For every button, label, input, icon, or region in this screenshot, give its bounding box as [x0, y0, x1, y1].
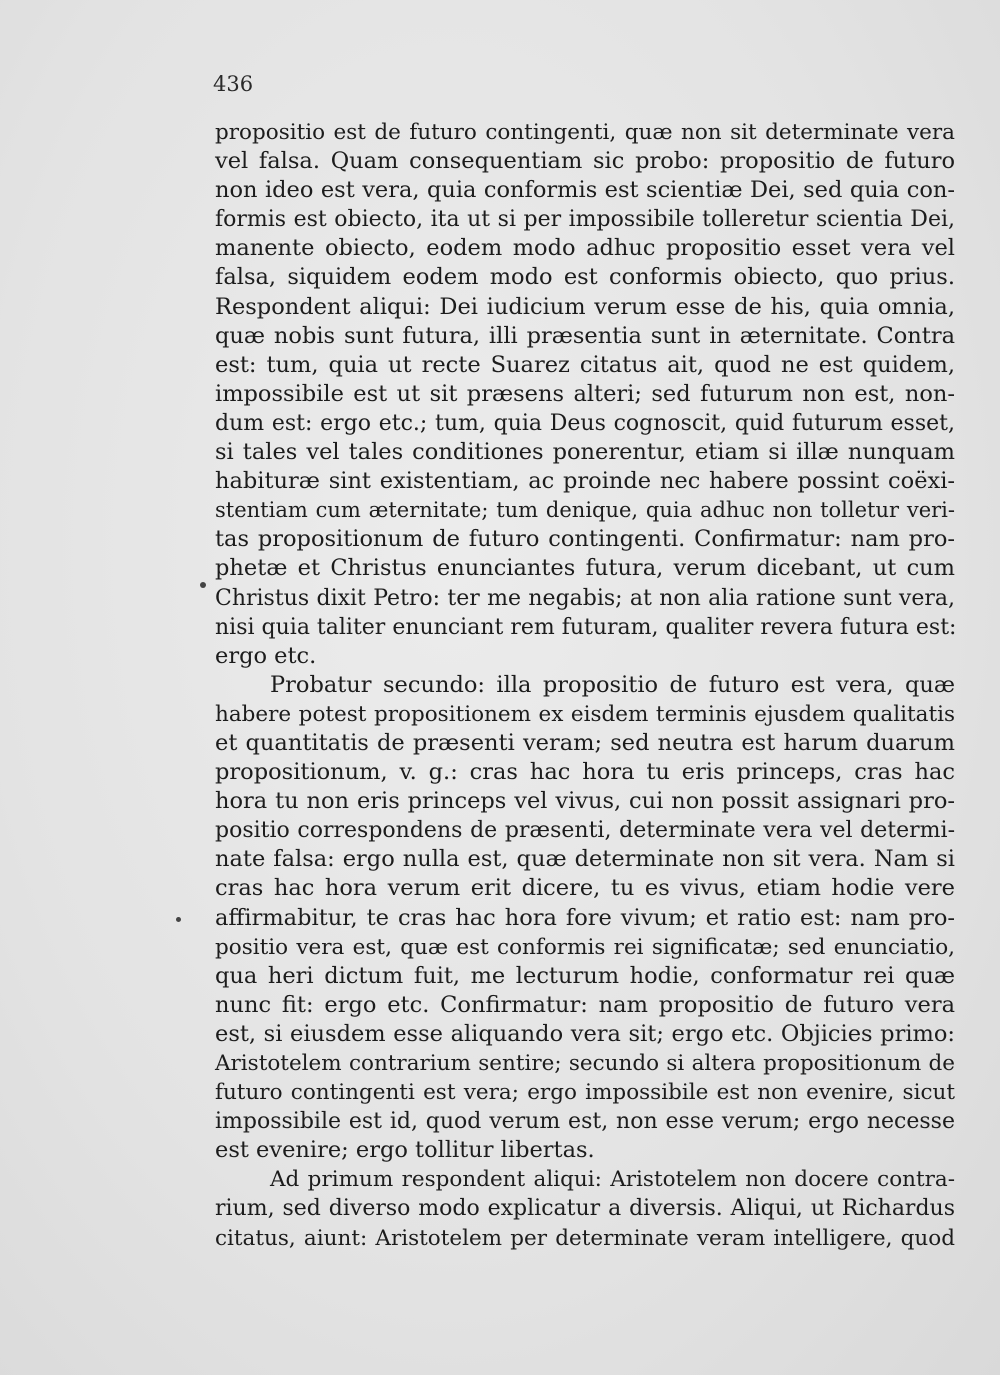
text-line: hora tu non eris princeps vel vivus, cui non possit assignari pro- [215, 788, 955, 815]
text-line: futuro contingenti est vera; ergo impossibile est non evenire, sicut [215, 1080, 955, 1106]
text-line: impossibile est ut sit præsens alteri; sed futurum non est, non- [215, 380, 955, 407]
text-line: nisi quia taliter enunciant rem futuram, qualiter revera futura est: [215, 614, 957, 640]
text-line: tas propositionum de futuro contingenti. Confirmatur: nam pro- [215, 526, 955, 553]
text-line: affirmabitur, te cras hac hora fore vivum; et ratio est: nam pro- [215, 904, 955, 931]
text-line: habere potest propositionem ex eisdem terminis ejusdem qualitatis [215, 701, 955, 727]
text-line: vel falsa. Quam consequentiam sic probo: propositio de futuro [215, 148, 955, 175]
text-line: formis est obiecto, ita ut si per impossibile tolleretur scientia Dei, [215, 207, 955, 233]
text-line: est evenire; ergo tollitur libertas. [215, 1137, 595, 1164]
text-line: est, si eiusdem esse aliquando vera sit; ergo etc. Objicies primo: [215, 1020, 955, 1047]
text-line: habituræ sint existentiam, ac proinde nec habere possint coëxi- [215, 468, 955, 495]
page-number: 436 [213, 72, 254, 96]
text-line: nate falsa: ergo nulla est, quæ determinate non sit vera. Nam si [215, 846, 955, 873]
text-line: propositionum, v. g.: cras hac hora tu eris princeps, cras hac [215, 759, 955, 786]
text-line: citatus, aiunt: Aristotelem per determinate veram intelligere, quod [215, 1225, 955, 1251]
text-line: falsa, siquidem eodem modo est conformis obiecto, quo prius. [215, 264, 955, 291]
text-line: stentiam cum æternitate; tum denique, quia adhuc non tolletur veri- [215, 498, 955, 523]
text-line: positio correspondens de præsenti, determinate vera vel determi- [215, 818, 955, 844]
body-text [215, 118, 955, 1253]
text-line: manente obiecto, eodem modo adhuc propositio esset vera vel [215, 235, 955, 262]
text-line: nunc fit: ergo etc. Confirmatur: nam propositio de futuro vera [215, 991, 955, 1018]
text-line: est: tum, quia ut recte Suarez citatus ait, quod ne est quidem, [215, 351, 955, 378]
text-line: Probatur secundo: illa propositio de futuro est vera, quæ [270, 671, 955, 698]
text-line: quæ nobis sunt futura, illi præsentia sunt in æternitate. Contra [215, 322, 955, 349]
text-line: et quantitatis de præsenti veram; sed neutra est harum duarum [215, 729, 955, 756]
text-line: Respondent aliqui: Dei iudicium verum esse de his, quia omnia, [215, 293, 955, 320]
text-line: non ideo est vera, quia conformis est scientiæ Dei, sed quia con- [215, 177, 955, 204]
text-line: Ad primum respondent aliqui: Aristotelem non docere contra- [270, 1167, 955, 1193]
text-line: dum est: ergo etc.; tum, quia Deus cognoscit, quid futurum esset, [215, 410, 955, 436]
text-line: si tales vel tales conditiones ponerentur, etiam si illæ nunquam [215, 439, 955, 466]
text-line: cras hac hora verum erit dicere, tu es vivus, etiam hodie vere [215, 875, 955, 902]
text-line: Aristotelem contrarium sentire; secundo si altera propositionum de [215, 1051, 955, 1076]
text-line: impossibile est id, quod verum est, non esse verum; ergo necesse [215, 1109, 955, 1135]
text-line: rium, sed diverso modo explicatur a diversis. Aliqui, ut Richardus [215, 1196, 955, 1222]
text-line: positio vera est, quæ est conformis rei significatæ; sed enunciatio, [215, 934, 955, 960]
text-line: phetæ et Christus enunciantes futura, verum dicebant, ut cum [215, 555, 955, 582]
margin-dot-mark [200, 582, 206, 588]
text-line: Christus dixit Petro: ter me negabis; at non alia ratione sunt vera, [215, 585, 955, 611]
text-line: qua heri dictum fuit, me lecturum hodie, conformatur rei quæ [215, 962, 955, 989]
margin-dot-mark [176, 917, 181, 922]
text-line: propositio est de futuro contingenti, quæ non sit determinate vera [215, 120, 955, 145]
text-line: ergo etc. [215, 642, 317, 669]
